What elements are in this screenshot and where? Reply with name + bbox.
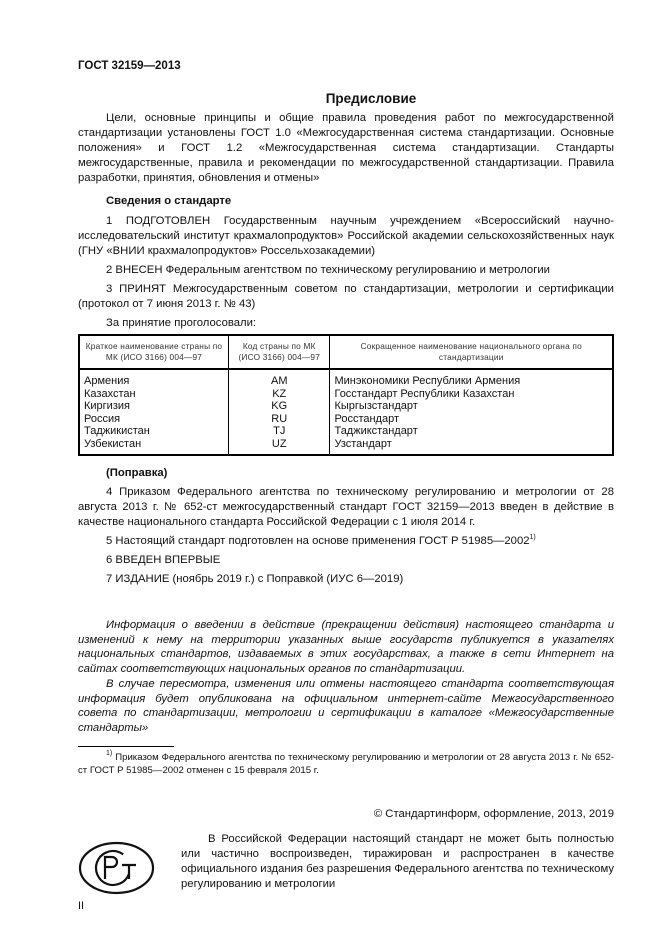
rights-notice: В Российской Федерации настоящий стандарт не может быть полностью или частично воспроизведен, тиражирован и распространен в качестве официального издания без разрешения Федерального агентства по техническому регулированию и метрологии xyxy=(181,832,614,890)
item-5: 5 Настоящий стандарт подготовлен на основе применения ГОСТ Р 51985—2002$^{1)}$ xyxy=(106,534,536,547)
code-cell: TJ xyxy=(229,425,330,438)
footnote-ref: 1) xyxy=(529,534,536,541)
item-7: 7 ИЗДАНИЕ (ноябрь 2019 г.) с Поправкой (ИУС 6—2019) xyxy=(106,573,404,585)
table-row xyxy=(79,425,613,438)
agency-cell: Кыргызстандарт xyxy=(330,400,613,413)
agency-cell: Госстандарт Республики Казахстан xyxy=(330,388,613,401)
table-row xyxy=(79,413,613,426)
table-row xyxy=(79,438,613,456)
item-2: 2 ВНЕСЕН Федеральным агентством по техническому регулированию и метрологии xyxy=(106,264,550,276)
logo-notice-row xyxy=(78,832,614,895)
intro-paragraph: Цели, основные принципы и общие правила проведения работ по межгосударственной стандартизации установлены ГОСТ 1.0 «Межгосударственная система стандартизации. Основные положения» и ГОСТ 1.2 «Межгосударственная система стандартизации. Стандарты межгосударственные, правила и рекомендации по межгосударственной стандартизации. Правила разработки, принятия, обновления и отмены» xyxy=(78,112,614,184)
agency-cell: Минэкономики Республики Армения xyxy=(330,369,613,388)
agency-cell: Росстандарт xyxy=(330,413,613,426)
gost-r-logo xyxy=(78,841,155,895)
footnote: $^{1)}$ Приказом Федерального агентства по техническому регулированию и метрологии от 28 августа 2013 г. № 652-ст ГОСТ Р 51985—2002 отменен с 15 февраля 2015 г. xyxy=(78,749,614,776)
page-number: II xyxy=(78,899,85,912)
col-header-agency: Сокращенное наименование национального органа по стандартизации xyxy=(330,335,613,369)
item-1: 1 ПОДГОТОВЛЕН Государственным научным учреждением «Всероссийский научно-исследовательский институт крахмалопродуктов» Российской академии сельскохозяйственных наук (ГНУ «ВНИИ крахмалопродуктов» Россельхозакадемии) xyxy=(78,215,614,257)
footnote-divider xyxy=(78,746,174,747)
code-cell: KG xyxy=(229,400,330,413)
info-paragraph-2: В случае пересмотра, изменения или отмены настоящего стандарта соответствующая информация будет опубликована на официальном интернет-сайте Межгосударственного совета по стандартизации, метрологии и сертификации в каталоге «Межгосударственные стандарты» xyxy=(78,677,614,734)
table-row xyxy=(79,400,613,413)
info-paragraph-1: Информация о введении в действие (прекращении действия) настоящего стандарта и изменений к нему на территории указанных выше государств публикуется в указателях национальных стандартов, издаваемых в этих государствах, а также в сети Интернет на сайтах соответствующих национальных органов по стандартизации. xyxy=(78,619,614,676)
copyright: © Стандартинформ, оформление, 2013, 2019 xyxy=(373,807,614,820)
document-id: ГОСТ 32159—2013 xyxy=(78,60,181,72)
code-cell: AM xyxy=(229,369,330,388)
country-cell: Россия xyxy=(79,413,229,426)
item-4: 4 Приказом Федерального агентства по техническому регулированию и метрологии от 28 августа 2013 г. № 652-ст межгосударственный стандарт ГОСТ 32159—2013 введен в действие в качестве национального стандарта Российской Федерации с 1 июля 2014 г. xyxy=(78,486,614,528)
agency-cell: Узстандарт xyxy=(330,438,613,456)
code-cell: RU xyxy=(229,413,330,426)
col-header-country: Краткое наименование страны по МК (ИСО 3166) 004—97 xyxy=(79,335,229,369)
code-cell: UZ xyxy=(229,438,330,456)
col-header-code: Код страны по МК (ИСО 3166) 004—97 xyxy=(229,335,330,369)
section-title: Сведения о стандарте xyxy=(106,195,232,207)
item-6: 6 ВВЕДЕН ВПЕРВЫЕ xyxy=(106,554,221,566)
table-row xyxy=(79,388,613,401)
amendment-label: (Поправка) xyxy=(106,467,168,479)
table-row xyxy=(79,369,613,388)
country-cell: Армения xyxy=(79,369,229,388)
code-cell: KZ xyxy=(229,388,330,401)
country-cell: Таджикистан xyxy=(79,425,229,438)
page-title: Предисловие xyxy=(325,91,417,106)
country-cell: Казахстан xyxy=(79,388,229,401)
voting-table xyxy=(78,334,614,456)
item-3: 3 ПРИНЯТ Межгосударственным советом по стандартизации, метрологии и сертификации (протокол от 7 июня 2013 г. № 43) xyxy=(78,283,614,310)
voting-label: За принятие проголосовали: xyxy=(106,317,257,329)
agency-cell: Таджикстандарт xyxy=(330,425,613,438)
country-cell: Узбекистан xyxy=(79,438,229,456)
country-cell: Киргизия xyxy=(79,400,229,413)
